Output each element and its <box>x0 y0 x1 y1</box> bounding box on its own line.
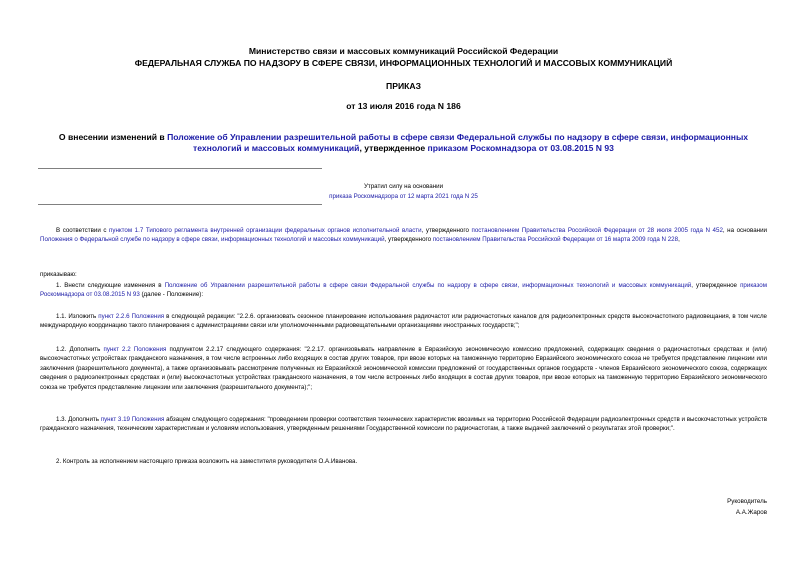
item-1-2-link[interactable]: пункт 2.2 Положения <box>103 346 167 353</box>
title-link-regulation[interactable]: Положение об Управлении разрешительной работы в сфере связи Федеральной службы по надзору в сфере связи, информационных технологий и массовых коммуникаций <box>167 132 749 153</box>
title-text: О внесении изменений в <box>58 132 168 142</box>
divider-bottom <box>38 204 322 205</box>
item-2-text: 2. Контроль за исполнением настоящего приказа возложить на заместителя руководителя О.А.Иванова. <box>56 458 358 465</box>
item-1-2-text: подпунктом 2.2.17 следующего содержания: "2.2.17. организовывать направление в Евразийскую экономическую комиссию предложений, содержащих сведения о радиочастотных средствах и (или) высокочастотных устройствах гражданского назначения, в том числе встроенных либо входящих в состав других товаров, при ввозе которых на таможенную территорию Евразийского экономического союза не требуется представление лицензии или заключения (разрешительного документа), а также организовывать рассмотрение полученных из Евразийской экономической комиссии предложений от государственных органов государств - членов Евразийского экономического союза, содержащих сведения о радиоэлектронных средствах и (или) высокочастотных устройствах гражданского назначения, в том числе встроенных либо входящих в состав других товаров, при ввозе которых на таможенную территорию Евразийского экономического союза не требуется представление лицензии или заключения (разрешительного документа);"; <box>40 346 767 391</box>
ministry-name: Министерство связи и массовых коммуникаций Российской Федерации <box>248 46 559 56</box>
order-word: приказываю: <box>40 271 77 278</box>
item-1-text: , утвержденное <box>691 282 741 289</box>
preamble-link-regulation[interactable]: пунктом 1.7 Типового регламента внутренней организации федеральных органов исполнительной власти <box>109 227 422 234</box>
title-text: , утвержденное <box>359 143 428 153</box>
preamble-link-resolution-228[interactable]: постановлением Правительства Российской Федерации от 16 марта 2009 года N 228 <box>432 236 679 244</box>
signature-name: А.А.Жаров <box>735 509 767 516</box>
item-1-1 <box>40 312 767 331</box>
document-title <box>40 132 767 154</box>
item-1-text: (далее - Положение): <box>139 291 204 299</box>
signature-role: Руководитель <box>727 498 767 505</box>
service-name: ФЕДЕРАЛЬНАЯ СЛУЖБА ПО НАДЗОРУ В СФЕРЕ СВЯЗИ, ИНФОРМАЦИОННЫХ ТЕХНОЛОГИЙ И МАССОВЫХ КОММУНИКАЦИЙ <box>134 58 673 68</box>
preamble-text: В соответствии с <box>56 227 110 234</box>
preamble-text: , утвержденного <box>421 227 472 234</box>
item-1-1-link[interactable]: пункт 2.2.6 Положения <box>98 313 165 320</box>
status-note-link[interactable]: приказа Роскомнадзора от 12 марта 2021 года N 25 <box>329 193 478 200</box>
item-1-3-text: абзацем следующего содержания: "проведением проверки соответствия технических характеристик ввозимых на территорию Российской Федерации радиоэлектронных средств и высокочастотных устройств гражданского назначения, техническим характеристикам и условиям использования, утвержденным решениями Государственной комиссии по радиочастотам, а также выдачей заключений о результатах этой проверки;". <box>40 416 767 433</box>
item-1-3-link[interactable]: пункт 3.19 Положения <box>100 416 165 423</box>
preamble-link-resolution-452[interactable]: постановлением Правительства Российской Федерации от 28 июля 2005 года N 452 <box>471 227 723 234</box>
item-1-3 <box>40 415 767 434</box>
preamble-text: , <box>678 236 680 244</box>
item-1-2 <box>40 345 767 392</box>
preamble-text: , на основании <box>722 227 767 234</box>
item-1-link-regulation[interactable]: Положение об Управлении разрешительной работы в сфере связи Федеральной службы по надзору в сфере связи, информационных технологий и массовых коммуникаций <box>164 282 692 289</box>
item-1-1-text: в следующей редакции: "2.2.6. организовать сезонное планирование использования радиочастот или радиочастотных каналов для радиоэлектронных средств высокочастотного радиовещания, в том числе международную координацию такого планирования с администрациями связи или уполномоченными радиовещательными организациями иностранных государств;"; <box>40 313 767 330</box>
item-1-1-text: 1.1. Изложить <box>56 313 99 320</box>
title-link-order[interactable]: приказом Роскомнадзора от 03.08.2015 N 93 <box>427 143 614 153</box>
preamble-link-service-statute[interactable]: Положения о Федеральной службе по надзору в сфере связи, информационных технологий и массовых коммуникаций <box>40 236 385 244</box>
item-1-text: 1. Внести следующие изменения в <box>56 282 165 289</box>
preamble <box>40 226 767 245</box>
item-1-3-text: 1.3. Дополнить <box>56 416 101 423</box>
document-type: ПРИКАЗ <box>386 81 421 91</box>
status-note-block <box>0 192 807 201</box>
item-2 <box>40 457 767 466</box>
status-note-text: Утратил силу на основании <box>363 183 444 190</box>
item-1-link-order[interactable]: приказом Роскомнадзора от 03.08.2015 N 93 <box>40 282 768 299</box>
divider-top <box>38 168 322 169</box>
item-1-2-text: 1.2. Дополнить <box>56 346 104 353</box>
preamble-text: , утвержденного <box>384 236 433 244</box>
document-date: от 13 июля 2016 года N 186 <box>346 101 461 111</box>
item-1 <box>40 281 767 300</box>
